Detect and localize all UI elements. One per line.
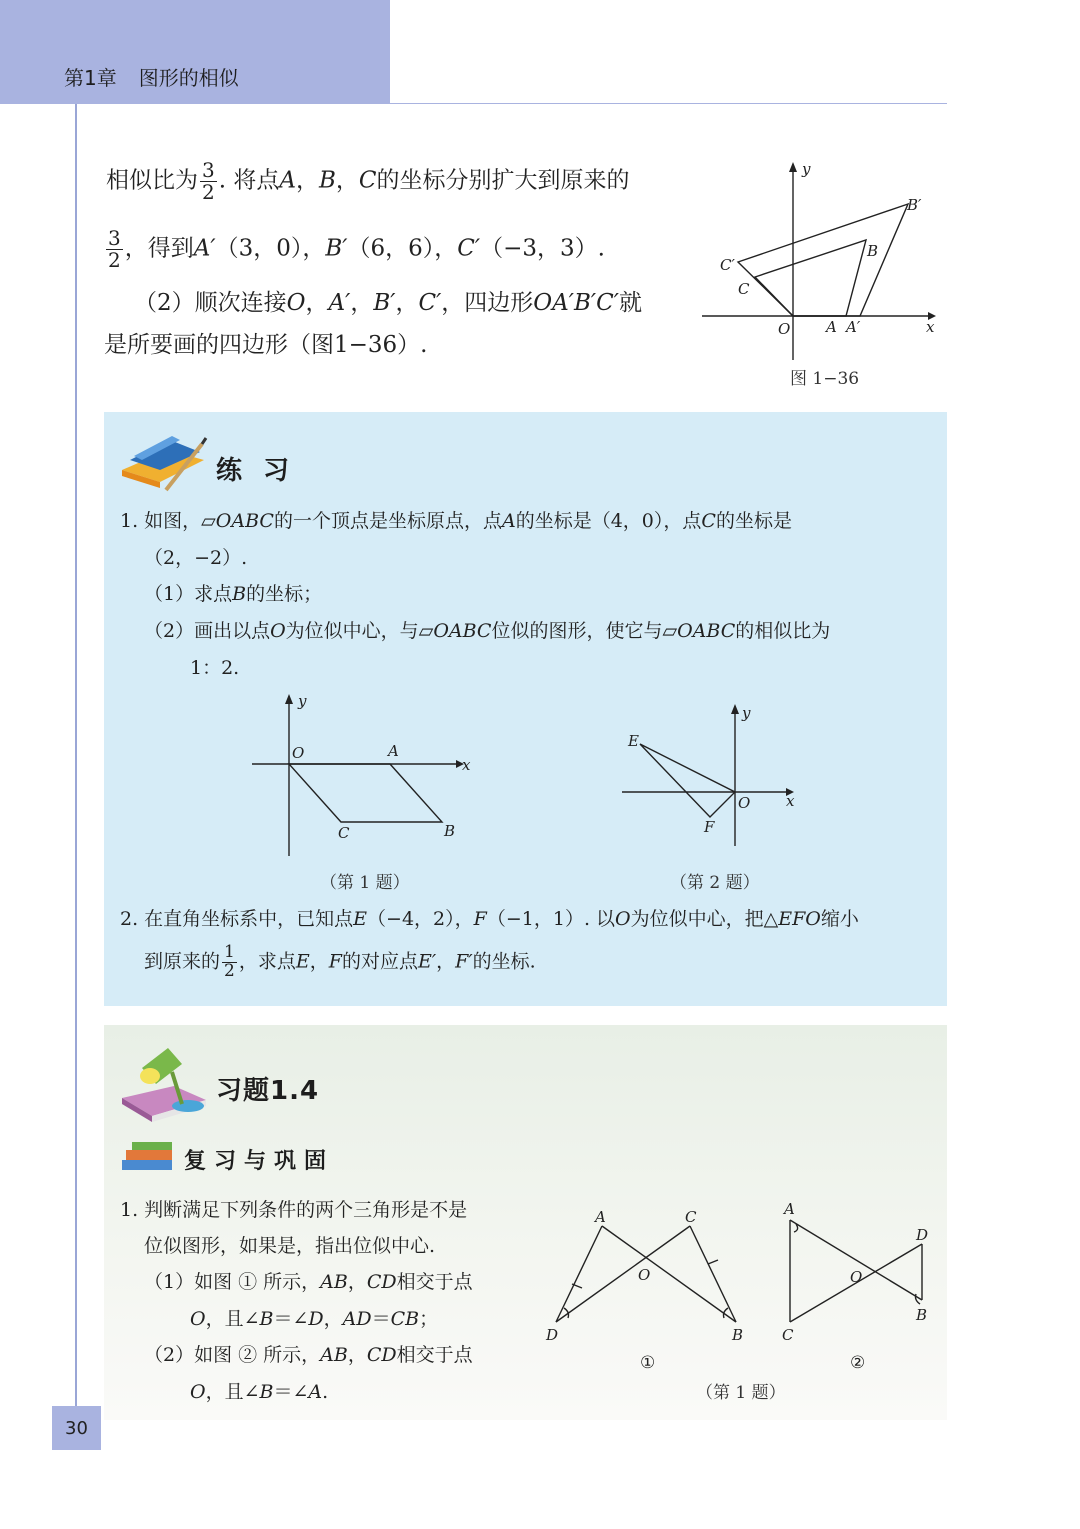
practice-q1-line-1: 1. 如图，▱OABC的一个顶点是坐标原点，点A的坐标是（4，0），点C的坐标是: [120, 510, 792, 532]
exercise-q1-sub-1-line-2: O，且∠B＝∠D，AD＝CB；: [190, 1308, 439, 1330]
exercise-q1-sub-2-line-2: O，且∠B＝∠A.: [190, 1381, 329, 1403]
svg-text:E: E: [628, 732, 639, 750]
intro-line-4: 是所要画的四边形（图1−36）.: [104, 332, 428, 358]
svg-text:O: O: [850, 1268, 863, 1286]
practice-q2-line-1: 2. 在直角坐标系中，已知点E（−4，2），F（−1，1）. 以O为位似中心，把△EFO缩小: [120, 908, 859, 930]
label-A: A: [826, 318, 837, 336]
fraction-1-2: $\frac{1}{2}$: [224, 942, 235, 981]
exercise-figure-1: [540, 1200, 760, 1380]
label-A-prime: A′: [846, 318, 861, 336]
fraction-3-2: $\frac{3}{2}$: [108, 226, 121, 272]
parallelogram-OABC: [289, 764, 442, 822]
svg-text:C: C: [685, 1208, 697, 1226]
svg-text:C: C: [338, 824, 350, 842]
segment-AB: [790, 1220, 922, 1300]
label-C-prime: C′: [720, 256, 735, 274]
segment-CB: [690, 1226, 736, 1322]
exercise-subtitle: 复习与巩固: [184, 1149, 335, 1174]
svg-text:O: O: [292, 744, 305, 762]
svg-text:A: A: [388, 742, 399, 760]
figure-1-36: [700, 160, 946, 390]
chapter-title: 图形的相似: [138, 66, 239, 90]
svg-text:y: y: [742, 704, 751, 722]
label-x: x: [926, 318, 935, 336]
label-O: O: [778, 320, 791, 338]
exercise-title: 习题1.4: [216, 1076, 320, 1106]
lamp-book-icon: [116, 1042, 212, 1124]
quadrilateral-OA2B2C2: [738, 204, 908, 316]
segment-AD: [556, 1226, 602, 1322]
svg-text:A: A: [784, 1200, 795, 1218]
label-B-prime: B′: [907, 196, 922, 214]
quadrilateral-OABC: [755, 240, 866, 316]
margin-rule: [75, 104, 77, 1409]
svg-text:①: ①: [640, 1353, 656, 1373]
label-y: y: [802, 160, 811, 178]
practice-q1-sub-2: （2）画出以点O为位似中心，与▱OABC位似的图形，使它与▱OABC的相似比为: [144, 620, 831, 642]
svg-text:D: D: [546, 1326, 559, 1344]
header-rule: [390, 103, 947, 104]
exercise-q1-line-2: 位似图形，如果是，指出位似中心.: [144, 1235, 436, 1257]
label-C: C: [738, 280, 750, 298]
exercise-q1-sub-2: （2）如图 ② 所示，AB，CD相交于点: [144, 1344, 473, 1366]
practice-figure-2-caption: （第 2 题）: [670, 873, 760, 893]
practice-q2-line-2: 到原来的 $\frac{1}{2}$ ，求点E，F的对应点E′，F′的坐标.: [144, 942, 536, 981]
intro-line-2: $\frac{3}{2}$ ，得到A′（3，0），B′（6，6），C′（−3，3）.: [108, 226, 605, 272]
triangle-EFO: [640, 744, 735, 817]
practice-figure-1-caption: （第 1 题）: [320, 873, 410, 893]
intro-line-1: 相似比为 $\frac{3}{2}$ . 将点A，B，C的坐标分别扩大到原来的: [106, 158, 630, 204]
stacked-books-icon: [118, 1140, 180, 1174]
svg-text:②: ②: [850, 1353, 866, 1373]
svg-text:x: x: [462, 756, 471, 774]
fraction-3-2: $\frac{3}{2}$: [202, 158, 215, 204]
chapter-number: 第1章: [64, 66, 117, 90]
practice-q1-sub-1: （1）求点B的坐标；: [144, 583, 323, 605]
svg-text:x: x: [786, 792, 795, 810]
page-number: 30: [52, 1406, 101, 1450]
svg-text:O: O: [638, 1266, 651, 1284]
svg-text:F: F: [704, 818, 715, 836]
exercise-q1-line-1: 1. 判断满足下列条件的两个三角形是不是: [120, 1199, 468, 1221]
practice-q1-line-2: （2，−2）.: [144, 547, 248, 569]
svg-text:C: C: [782, 1326, 794, 1344]
svg-text:D: D: [916, 1226, 929, 1244]
exercise-figure-2: [770, 1196, 940, 1380]
svg-text:y: y: [298, 692, 307, 710]
practice-title: 练 习: [216, 456, 296, 486]
svg-text:B: B: [916, 1306, 928, 1324]
practice-figure-2: [618, 700, 808, 850]
books-pencil-icon: [118, 430, 208, 496]
exercise-q1-sub-1: （1）如图 ① 所示，AB，CD相交于点: [144, 1271, 473, 1293]
svg-text:B: B: [732, 1326, 744, 1344]
label-B: B: [867, 242, 879, 260]
exercise-figure-caption: （第 1 题）: [696, 1383, 786, 1403]
practice-q1-sub-2-line-2: 1：2.: [190, 657, 240, 679]
chapter-heading: [64, 62, 239, 91]
svg-text:B: B: [444, 822, 456, 840]
figure-1-36-caption: 图 1−36: [790, 369, 860, 389]
practice-figure-1: [246, 690, 486, 860]
svg-text:O: O: [738, 794, 751, 812]
svg-text:A: A: [595, 1208, 606, 1226]
intro-line-3: （2）顺次连接O，A′，B′，C′，四边形OA′B′C′就: [134, 290, 642, 316]
